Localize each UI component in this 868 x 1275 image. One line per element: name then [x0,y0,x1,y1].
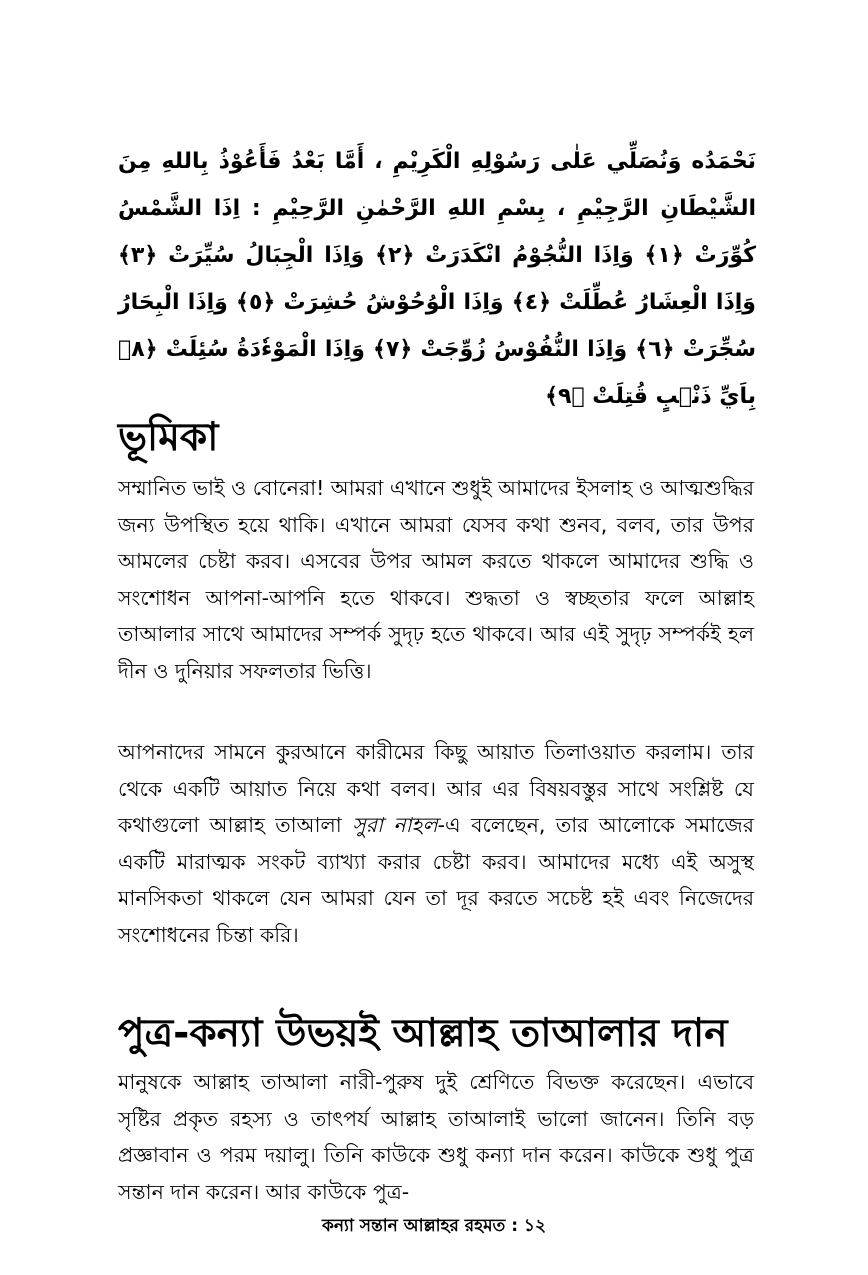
page-footer-running-title: কন্যা সন্তান আল্লাহর রহমত : ১২ [321,1216,546,1236]
gift-paragraph-1: মানুষকে আল্লাহ তাআলা নারী-পুরুষ দুই শ্রেণিতে বিভক্ত করেছেন। এভাবে সৃষ্টির প্রকৃত রহস্য ও তাৎপর্য আল্লাহ তাআলাই ভালো জানেন। তিনি বড় প্রজ্ঞাবান ও পরম দয়ালু। তিনি কাউকে শুধু কন্যা দান করেন। কাউকে শুধু পুত্র সন্তান দান করেন। আর কাউকে পুত্র- [118,1070,754,1204]
intro-paragraph-2-text-b: -এ বলেছেন, তার আলোকে সমাজের একটি মারাত্মক সংকট ব্যাখ্যা করার চেষ্টা করব। আমাদের মধ্যে এই অসুস্থ মানসিকতা থাকলে যেন আমরা যেন তা দূর করতে সচেষ্ট হই এবং নিজেদের সংশোধনের চিন্তা করি। [118,813,755,947]
intro-paragraph-2-text-a: আপনাদের সামনে কুরআনে কারীমের কিছু আয়াত তিলাওয়াত করলাম। তার থেকে একটি আয়াত নিয়ে কথা বলব। আর এর বিষয়বস্তুর সাথে সংশ্লিষ্ট যে কথাগুলো আল্লাহ তাআলা [118,740,754,837]
section-heading-introduction: ভূমিকা [118,415,219,460]
intro-paragraph-2 [118,734,754,953]
arabic-invocation-verses: نَحْمَدُه وَنُصَلِّي عَلٰى رَسُوْلِهِ الْكَرِيْمِ ، أَمَّا بَعْدُ فَأَعُوْذُ بِاللهِ مِنَ الشَّيْطَانِ الرَّجِيْمِ ، بِسْمِ اللهِ الرَّحْمٰنِ الرَّحِيْمِ : اِذَا الشَّمْسُ كُوِّرَتْ ﴿١﴾ وَاِذَا النُّجُوْمُ انْكَدَرَتْ ﴿٢﴾ وَاِذَا الْجِبَالُ سُيِّرَتْ ﴿٣﴾ وَاِذَا الْعِشَارُ عُطِّلَتْ ﴿٤﴾ وَاِذَا الْوُحُوْشُ حُشِرَتْ ﴿٥﴾ وَاِذَا الْبِحَارُ سُجِّرَتْ ﴿٦﴾ وَاِذَا النُّفُوْسُ زُوِّجَتْ ﴿٧﴾ وَاِذَا الْمَوْءٗدَةُ سُئِلَتْ ﴿٨﴾ بِاَيِّ ذَنْۢبٍ قُتِلَتْ ﴿٩﴾ [118,149,756,409]
surah-name: সুরা নাহল [352,813,438,837]
intro-paragraph-1: সম্মানিত ভাই ও বোনেরা! আমরা এখানে শুধুই আমাদের ইসলাহ ও আত্মশুদ্ধির জন্য উপস্থিত হয়ে থাকি। এখানে আমরা যেসব কথা শুনব, বলব, তার উপর আমলের চেষ্টা করব। এসবের উপর আমল করতে থাকলে আমাদের শুদ্ধি ও সংশোধন আপনা-আপনি হতে থাকবে। শুদ্ধতা ও স্বচ্ছতার ফলে আল্লাহ তাআলার সাথে আমাদের সম্পর্ক সুদৃঢ় হতে থাকবে। আর এই সুদৃঢ় সম্পর্কই হল দীন ও দুনিয়ার সফলতার ভিত্তি। [118,476,754,683]
section-heading-gift-of-children: পুত্র-কন্যা উভয়ই আল্লাহ তাআলার দান [118,1011,728,1056]
